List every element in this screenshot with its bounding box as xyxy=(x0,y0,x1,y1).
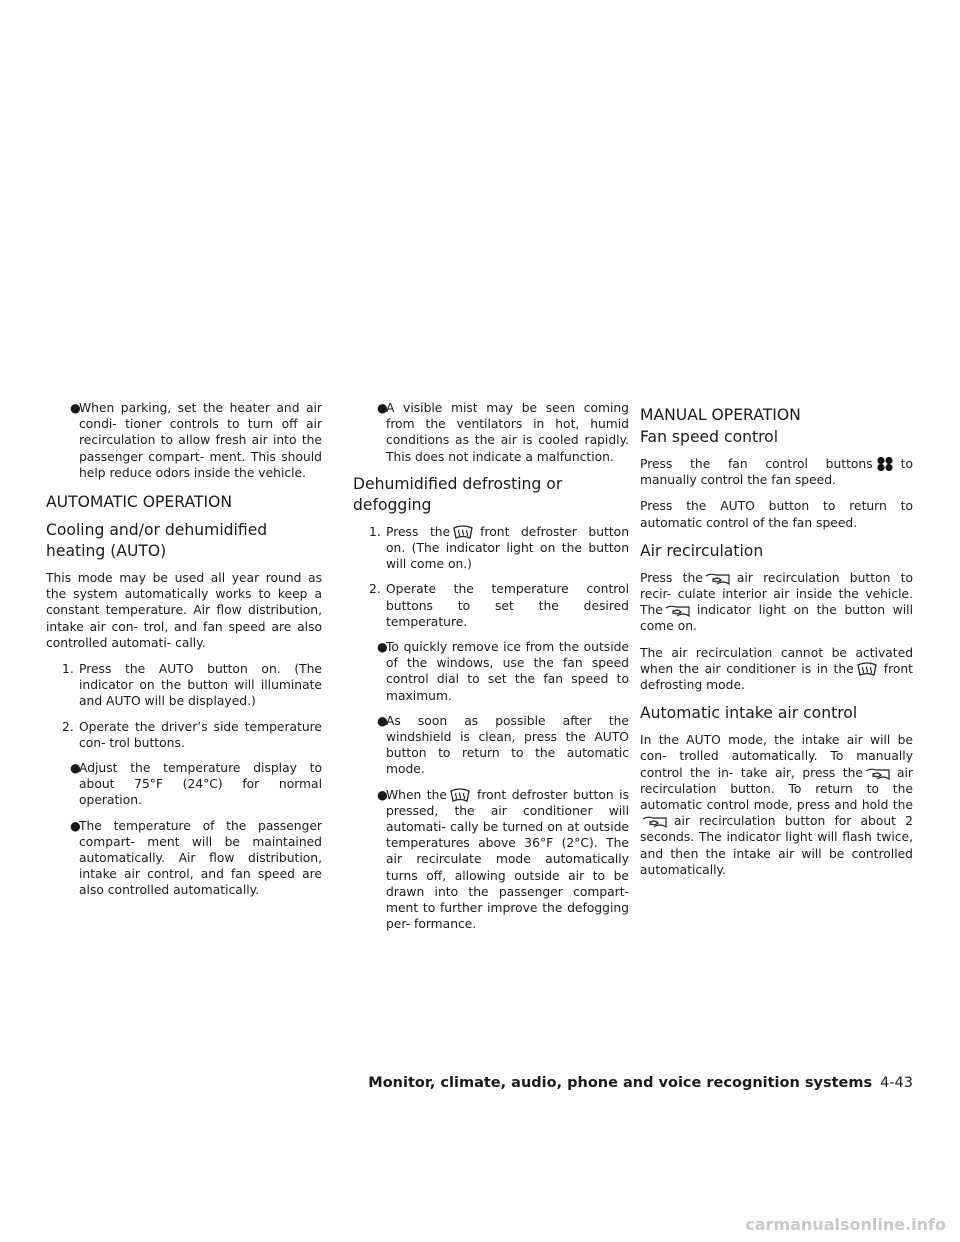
front-defroster-icon xyxy=(449,788,471,803)
step-text-pre: Press the xyxy=(386,524,451,539)
recirc-text-mid: air recirculation button to recir- culate interior air inside the vehicle. The xyxy=(640,570,914,618)
bullet-text: The temperature of the passenger compart- ment will be maintained automatically. Air flow distribution, intake air control, and fan speed are also controlled automatically. xyxy=(79,818,322,898)
front-defroster-icon xyxy=(452,525,474,540)
air-recirculation-icon xyxy=(665,604,691,618)
bullet-mark: ● xyxy=(377,787,388,802)
bullet-text: To quickly remove ice from the outside of the windows, use the fan speed control dial to set the fan speed to maximum. xyxy=(386,640,629,703)
step-text: Operate the temperature control buttons to set the desired temperature. xyxy=(386,582,629,629)
paragraph-intake xyxy=(640,732,913,878)
air-recirculation-icon xyxy=(865,767,891,781)
intake-text-pre: In the AUTO mode, the intake air will be con- trolled automatically. To manually control the in- take air, press the xyxy=(640,733,913,780)
recirc-cannot-post: front defrosting mode. xyxy=(640,661,913,693)
heading-automatic-intake: Automatic intake air control xyxy=(640,704,858,723)
recirc-cannot-pre: The air recirculation cannot be activated when the air conditioner is in the xyxy=(640,645,913,676)
step-text-post: front defroster button on. (The indicator light on the button will come on.) xyxy=(386,524,629,572)
step-text: Operate the driver’s side temperature con- trol buttons. xyxy=(79,719,322,750)
heading-automatic-operation: AUTOMATIC OPERATION xyxy=(46,493,233,512)
heading-manual-operation: MANUAL OPERATION xyxy=(640,406,801,424)
bullet-mark: ● xyxy=(377,401,388,415)
watermark: carmanualsonline.info xyxy=(745,1215,946,1234)
column-2 xyxy=(353,400,629,941)
step-number: 1. xyxy=(369,524,381,539)
heading-air-recirculation: Air recirculation xyxy=(640,541,764,560)
bullet-defroster-pressed xyxy=(353,787,629,933)
paragraph-fan-auto: Press the AUTO button to return to automatic control of the fan speed. xyxy=(640,499,913,530)
paragraph-recirc-cannot xyxy=(640,645,913,694)
page-footer xyxy=(368,1075,913,1091)
bullet-text-pre: When the xyxy=(386,787,447,802)
footer-title: Monitor, climate, audio, phone and voice recognition systems xyxy=(368,1075,873,1091)
bullet-mark: ● xyxy=(70,401,81,415)
page-number: 4-43 xyxy=(880,1075,913,1091)
step-number: 1. xyxy=(62,662,74,677)
step-2 xyxy=(353,581,629,630)
bullet-mark: ● xyxy=(70,818,81,833)
bullet-ice xyxy=(353,639,629,704)
fan-text-pre: Press the fan control buttons xyxy=(640,457,873,471)
column-3 xyxy=(640,400,913,888)
bullet-mark: ● xyxy=(377,640,388,655)
column-1 xyxy=(46,400,322,908)
heading-cooling: Cooling and/or dehumidified heating (AUTO) xyxy=(46,521,268,561)
heading-fan-speed: Fan speed control xyxy=(640,428,779,446)
paragraph-recirculation xyxy=(640,570,913,635)
step-number: 2. xyxy=(369,582,381,597)
bullet-text: When parking, set the heater and air condi- tioner controls to turn off air recirculation to allow fresh air into the passenger compart- ment. This should help reduce odors inside the vehicle. xyxy=(79,401,322,480)
bullet-clean xyxy=(353,713,629,778)
bullet-text: As soon as possible after the windshield is clean, press the AUTO button to return to the automatic mode. xyxy=(386,713,629,777)
step-text: Press the AUTO button on. (The indicator on the button will illuminate and AUTO will be displayed.) xyxy=(79,662,322,709)
recirc-text-pre: Press the xyxy=(640,570,703,585)
intake-text-post: air recirculation button for about 2 seconds. The indicator light will flash twice, and then the intake air will be controlled automatically. xyxy=(640,814,913,877)
bullet-text-post: front defroster button is pressed, the air conditioner will automati- cally be turned on at outside temperatures above 36°F (2°C). The air recirculate mode automatically turns off, allowing outside air to be drawn into the passenger compart- ment to further improve the defogging per- formance. xyxy=(386,787,629,932)
intake-text-mid: air recirculation button. To return to the automatic control mode, press and hold the xyxy=(640,765,913,813)
bullet-text: Adjust the temperature display to about 75°F (24°C) for normal operation. xyxy=(79,761,322,808)
bullet-mark: ● xyxy=(70,761,81,776)
step-number: 2. xyxy=(62,719,74,734)
bullet-mist xyxy=(353,400,629,465)
air-recirculation-icon xyxy=(705,572,731,586)
bullet-mark: ● xyxy=(377,713,388,728)
front-defroster-icon xyxy=(856,662,878,677)
step-1 xyxy=(353,524,629,573)
bullet-text: A visible mist may be seen coming from the ventilators in hot, humid conditions as the air is cooled rapidly. This does not indicate a malfunction. xyxy=(386,401,629,464)
paragraph-fan xyxy=(640,456,913,488)
recirc-text-post: indicator light on the button will come on. xyxy=(640,603,913,634)
paragraph-mode: This mode may be used all year round as the system automatically works to keep a constant temperature. Air flow distribution, intake air con- trol, and fan speed are also controlled automati- cally. xyxy=(46,571,322,650)
bullet-parking xyxy=(46,400,322,481)
step-1 xyxy=(46,661,322,710)
step-2 xyxy=(46,719,322,751)
heading-defrost: Dehumidified defrosting or defogging xyxy=(353,474,563,514)
air-recirculation-icon xyxy=(642,815,668,829)
bullet-adjust xyxy=(46,760,322,809)
fan-icon xyxy=(875,456,895,472)
fan-text-post: to manually control the fan speed. xyxy=(640,457,913,488)
bullet-temperature xyxy=(46,818,322,899)
